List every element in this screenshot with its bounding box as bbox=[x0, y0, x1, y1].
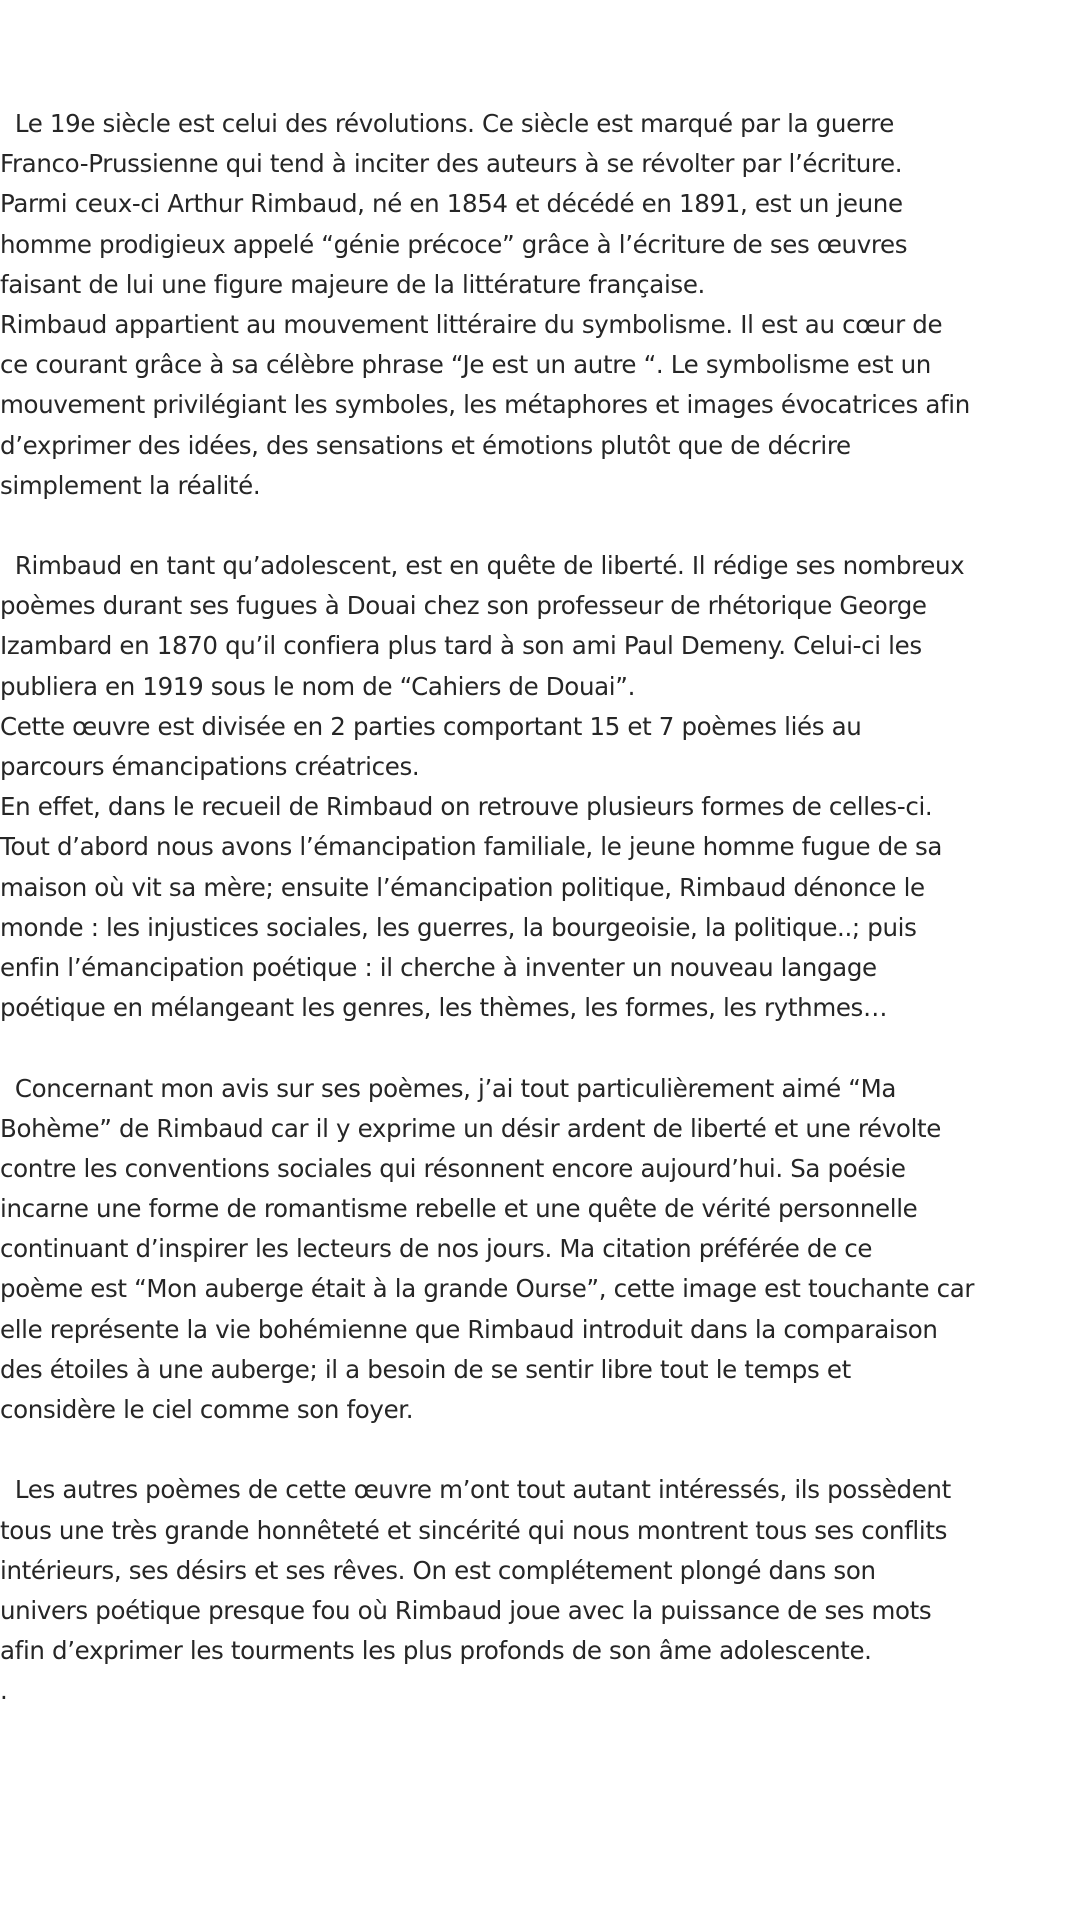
paragraph-spacer bbox=[0, 1028, 1080, 1068]
text-line: Cette œuvre est divisée en 2 parties comportant 15 et 7 poèmes liés au bbox=[0, 711, 862, 741]
text-line: simplement la réalité. bbox=[0, 470, 261, 500]
text-line: poétique en mélangeant les genres, les thèmes, les formes, les rythmes… bbox=[0, 993, 888, 1023]
text-line: faisant de lui une figure majeure de la littérature française. bbox=[0, 269, 705, 299]
text-line: parcours émancipations créatrices. bbox=[0, 752, 420, 781]
text-line: ce courant grâce à sa célèbre phrase “Je est un autre “. Le symbolisme est un bbox=[0, 350, 931, 380]
paragraph-conclusion bbox=[0, 1470, 1080, 1711]
paragraph-spacer bbox=[0, 506, 1080, 546]
document-body bbox=[0, 104, 1080, 1712]
text-line: tous une très grande honnêteté et sincérité qui nous montrent tous ses conflits bbox=[0, 1515, 947, 1545]
text-line: Franco-Prussienne qui tend à inciter des auteurs à se révolter par l’écriture. bbox=[0, 149, 903, 179]
text-line: enfin l’émancipation poétique : il cherche à inventer un nouveau langage bbox=[0, 952, 877, 982]
text-line: mouvement privilégiant les symboles, les métaphores et images évocatrices afin bbox=[0, 390, 970, 420]
text-line: univers poétique presque fou où Rimbaud joue avec la puissance de ses mots bbox=[0, 1595, 932, 1625]
text-line: Les autres poèmes de cette œuvre m’ont tout autant intéressés, ils possèdent bbox=[0, 1475, 951, 1505]
text-line: afin d’exprimer les tourments les plus profonds de son âme adolescente. bbox=[0, 1636, 872, 1666]
text-line: Izambard en 1870 qu’il confiera plus tard à son ami Paul Demeny. Celui-ci les bbox=[0, 631, 922, 661]
text-line: maison où vit sa mère; ensuite l’émancipation politique, Rimbaud dénonce le bbox=[0, 872, 925, 902]
text-line: Rimbaud appartient au mouvement littéraire du symbolisme. Il est au cœur de bbox=[0, 309, 943, 339]
text-line: . bbox=[0, 1676, 8, 1706]
text-line: considère le ciel comme son foyer. bbox=[0, 1395, 414, 1424]
text-line: intérieurs, ses désirs et ses rêves. On est complétement plongé dans son bbox=[0, 1555, 876, 1585]
text-line: homme prodigieux appelé “génie précoce” grâce à l’écriture de ses œuvres bbox=[0, 229, 908, 259]
text-line: continuant d’inspirer les lecteurs de nos jours. Ma citation préférée de ce bbox=[0, 1234, 873, 1264]
text-line: Concernant mon avis sur ses poèmes, j’ai tout particulièrement aimé “Ma bbox=[0, 1073, 897, 1103]
paragraph-spacer bbox=[0, 1430, 1080, 1470]
text-line: publiera en 1919 sous le nom de “Cahiers de Douai”. bbox=[0, 671, 636, 701]
text-line: contre les conventions sociales qui résonnent encore aujourd’hui. Sa poésie bbox=[0, 1153, 906, 1183]
text-line: Rimbaud en tant qu’adolescent, est en quête de liberté. Il rédige ses nombreux bbox=[0, 551, 965, 581]
text-line: poèmes durant ses fugues à Douai chez son professeur de rhétorique George bbox=[0, 591, 927, 621]
text-line: Le 19e siècle est celui des révolutions. Ce siècle est marqué par la guerre bbox=[0, 109, 894, 138]
text-line: Parmi ceux-ci Arthur Rimbaud, né en 1854 et décédé en 1891, est un jeune bbox=[0, 189, 903, 219]
text-line: des étoiles à une auberge; il a besoin de se sentir libre tout le temps et bbox=[0, 1354, 851, 1384]
text-line: En effet, dans le recueil de Rimbaud on retrouve plusieurs formes de celles-ci. bbox=[0, 792, 933, 822]
text-line: Tout d’abord nous avons l’émancipation familiale, le jeune homme fugue de sa bbox=[0, 832, 943, 862]
text-line: incarne une forme de romantisme rebelle et une quête de vérité personnelle bbox=[0, 1194, 918, 1224]
text-line: monde : les injustices sociales, les guerres, la bourgeoisie, la politique..; puis bbox=[0, 912, 917, 942]
text-line: elle représente la vie bohémienne que Rimbaud introduit dans la comparaison bbox=[0, 1314, 938, 1344]
text-line: Bohème” de Rimbaud car il y exprime un désir ardent de liberté et une révolte bbox=[0, 1113, 942, 1143]
text-line: poème est “Mon auberge était à la grande Ourse”, cette image est touchante car bbox=[0, 1274, 975, 1304]
paragraph-introduction bbox=[0, 104, 1080, 506]
paragraph-emancipation bbox=[0, 546, 1080, 1028]
text-line: d’exprimer des idées, des sensations et émotions plutôt que de décrire bbox=[0, 430, 851, 460]
paragraph-opinion bbox=[0, 1069, 1080, 1431]
